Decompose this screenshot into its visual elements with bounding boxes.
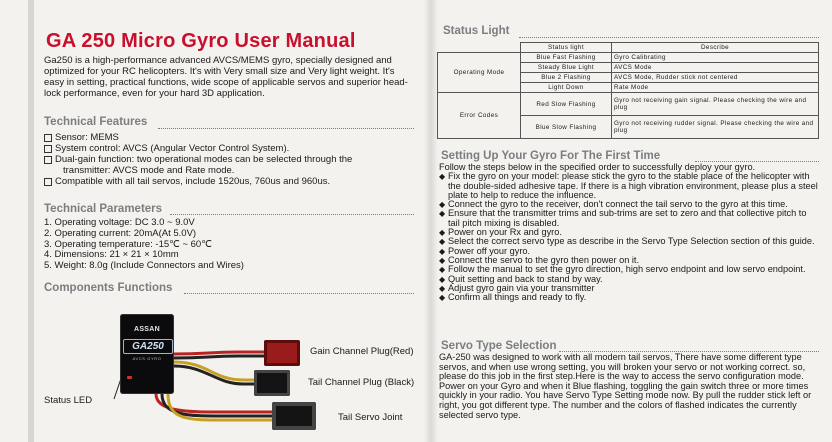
checkbox-icon [44,156,52,164]
list-item: ◆ Power on your Rx and gyro. [439,227,562,238]
feature-item: Compatible with all tail servos, include 1520us, 760us and 960us. [44,176,414,187]
diamond-bullet-icon: ◆ [439,255,446,265]
checkbox-icon [44,145,52,153]
diamond-bullet-icon: ◆ [439,246,446,256]
manual-title: GA 250 Micro Gyro User Manual [46,30,356,52]
status-light-table [437,42,819,139]
setup-section [439,163,819,302]
list-item: ◆ Ensure that the transmitter trims and sub-trims are set to zero and that collective pitch to tail pitch mixing is disabled. [439,208,807,228]
checkbox-icon [44,178,52,186]
list-item: ◆ Select the correct servo type as describe in the Servo Type Selection section of this guide. [439,236,815,247]
setup-steps [439,172,819,302]
status-light-heading: Status Light [443,25,510,37]
features-heading: Technical Features [44,116,148,128]
servo-type-heading: Servo Type Selection [441,340,557,352]
diamond-bullet-icon: ◆ [439,228,446,238]
gyro-model: GA250 [123,339,173,354]
table-row: Operating Mode Blue Fast Flashing Gyro Calibrating [438,53,819,63]
list-item: ◆ Fix the gyro on your model: please stick the gyro to the stable place of the helicopter with the double-sided adhesive tape. If there is a high vibration environment, please plus a steel plate to help to reduce the influence. [439,171,818,200]
components-rule [184,293,414,294]
binding-strip [28,0,34,442]
table-row: Blue 2 Flashing AVCS Mode, Rudder stick not centered [438,73,819,83]
col-describe: Describe [612,43,819,53]
feature-item: Dual-gain function: two operational modes can be selected through the transmitter: AVCS mode and Rate mode. [44,154,414,176]
group-operating-mode: Operating Mode [438,53,521,93]
right-column [437,4,825,440]
gyro-subtitle: AVCS GYRO [132,356,162,361]
diamond-bullet-icon: ◆ [439,172,446,182]
left-column [38,8,423,440]
diamond-bullet-icon: ◆ [439,237,446,247]
gain-plug [264,340,300,366]
parameters-list [44,218,414,272]
feature-item: Sensor: MEMS [44,132,414,143]
components-figure [38,300,423,440]
gyro-brand: ASSAN [133,326,160,333]
parameter-item: 2. Operating current: 20mA(At 5.0V) [44,227,197,239]
group-error-codes: Error Codes [438,93,521,139]
status-led-indicator [127,376,132,379]
intro-paragraph: Ga250 is a high-performance advanced AVCS/MEMS gyro, specially designed and optimized for your RC helicopters. It's with Very small size and Very light weight. It's easy in setting, practical functions, wide scope of applicable servos and superior head-lock performance, even for your hard 3D application. [44,55,408,99]
table-row: Error Codes Red Slow Flashing Gyro not receiving gain signal. Please checking the wire and plug [438,93,819,116]
table-header-row [438,43,819,53]
features-rule [158,128,414,129]
parameter-item: 5. Weight: 8.0g (Include Connectors and Wires) [44,260,244,272]
table-row: Steady Blue Light AVCS Mode [438,63,819,73]
table-row: Blue Slow Flashing Gyro not receiving rudder signal. Please checking the wire and plug [438,116,819,139]
list-item: ◆ Connect the gyro to the receiver, don't connect the tail servo to the gyro at this time. [439,199,788,210]
servo-joint [272,402,316,430]
parameter-item: 3. Operating temperature: -15℃ ~ 60℃ [44,238,212,250]
gyro-module [120,314,174,394]
setup-heading: Setting Up Your Gyro For The First Time [441,150,661,162]
servo-joint-label: Tail Servo Joint [338,412,403,423]
table-row: Light Down Rate Mode [438,83,819,93]
diamond-bullet-icon: ◆ [439,265,446,275]
features-list [44,132,414,187]
list-item: ◆ Adjust gyro gain via your transmitter [439,282,595,293]
status-light-rule [519,37,819,38]
servo-type-paragraph: GA-250 was designed to work with all modern tail servos, There have some different type servos, and when use wrong setting, you will broken your servo or not working correct. so, please do this job in the first step.Here is the way to access the servo configuration mode. Power on your Gyro and when it Blue flashing, toggling the gain switch three or more times quickly in your radio. You have Servo Type Setting mode now. By pull the rudder stick left or right, you got different type. The number and the colors of flashed indicates the currently selected servo type. [439,352,812,420]
setup-intro: Follow the steps below in the specified order to successfully deploy your gyro. [439,162,756,172]
feature-item: System control: AVCS (Angular Vector Control System). [44,143,414,154]
checkbox-icon [44,134,52,142]
parameter-item: 1. Operating voltage: DC 3.0 ~ 9.0V [44,217,195,228]
diamond-bullet-icon: ◆ [439,274,446,284]
list-item: ◆ Power off your gyro. [439,245,531,256]
tail-plug-label: Tail Channel Plug (Black) [308,377,415,388]
components-heading: Components Functions [44,282,173,294]
diamond-bullet-icon: ◆ [439,209,446,219]
diamond-bullet-icon: ◆ [439,283,446,293]
list-item: ◆ Quit setting and back to stand by way. [439,273,603,284]
list-item: ◆ Follow the manual to set the gyro direction, high servo endpoint and low servo endpoint. [439,264,806,275]
diamond-bullet-icon: ◆ [439,293,446,303]
diamond-bullet-icon: ◆ [439,200,446,210]
col-status-light: Status light [521,43,612,53]
page-fold [424,0,438,442]
parameter-item: 4. Dimensions: 21 × 21 × 10mm [44,249,179,261]
list-item: ◆ Connect the servo to the gyro then power on it. [439,254,640,265]
tail-plug [254,370,290,396]
status-led-label: Status LED [44,395,93,406]
list-item: ◆ Confirm all things and ready to fly. [439,292,587,303]
gain-plug-label: Gain Channel Plug(Red) [310,346,414,357]
parameters-rule [170,214,414,215]
parameters-heading: Technical Parameters [44,203,163,215]
